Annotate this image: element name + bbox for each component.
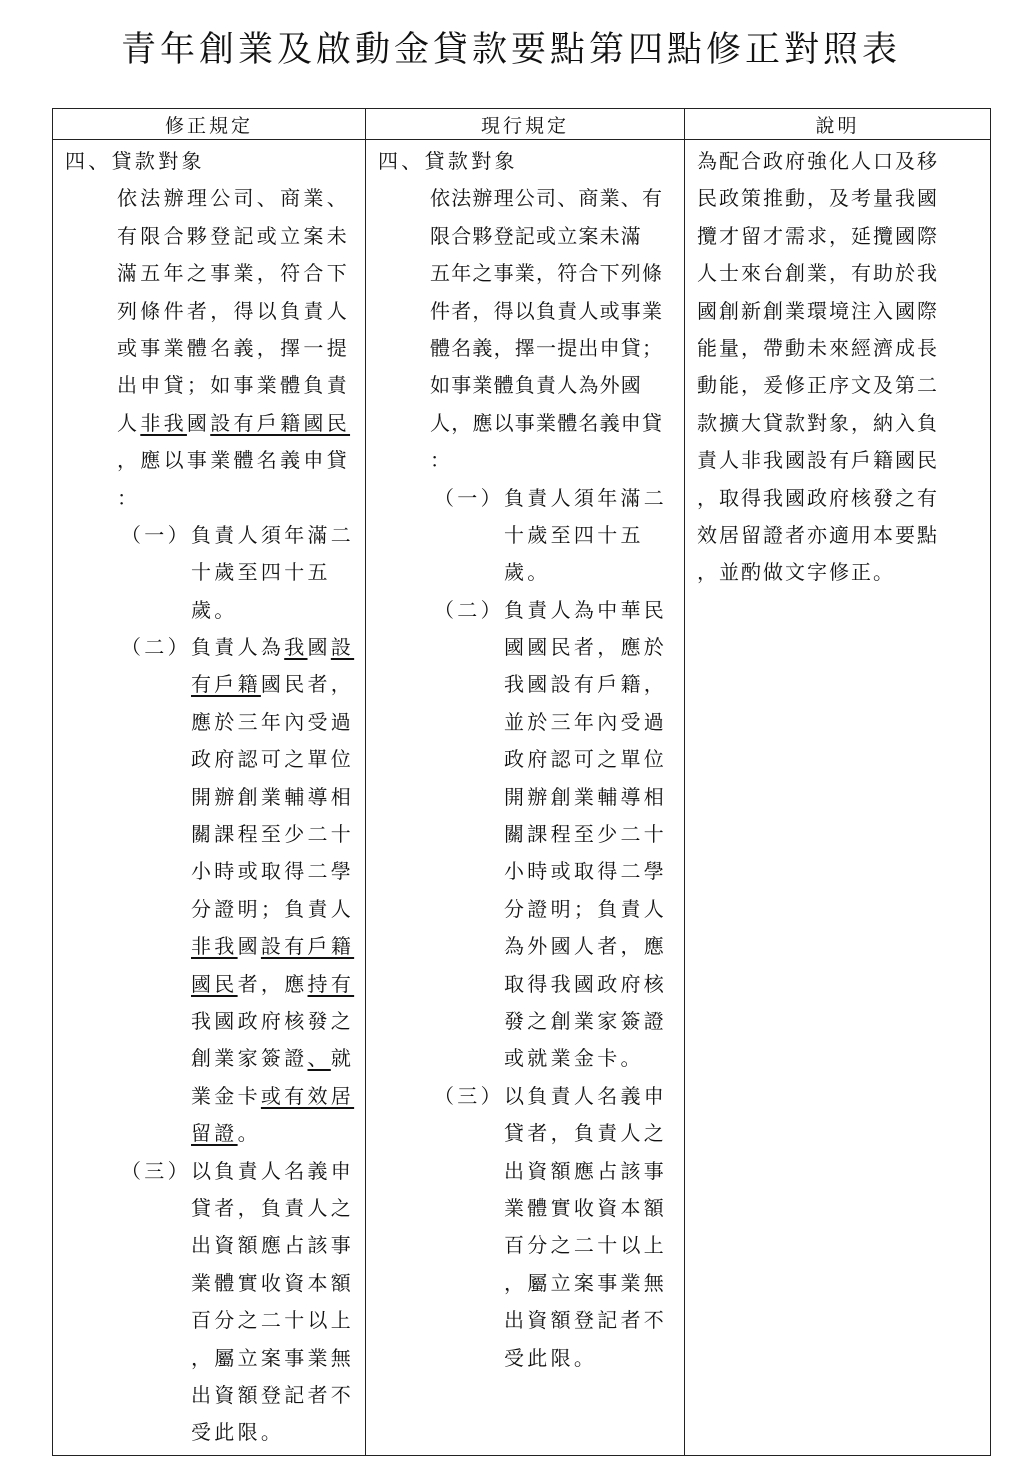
- revised-line: 出資額應占該事: [191, 1233, 355, 1258]
- revised-line: 出申貸；如事業體負責: [117, 373, 350, 398]
- revised-line: 分證明；負責人: [191, 896, 355, 921]
- underlined-amendment: 設有戶籍國民: [210, 410, 351, 435]
- current-line: 五年之事業，符合下列條: [430, 261, 664, 286]
- note-line: 人士來台創業，有助於我: [697, 261, 939, 286]
- current-line: 受此限。: [504, 1345, 598, 1370]
- current-line: 貸者，負責人之: [504, 1121, 668, 1146]
- subitem-marker: （一）: [121, 522, 191, 547]
- header-revised: 修正規定: [53, 109, 366, 140]
- current-line: 人，應以事業體名義申貸: [430, 410, 664, 435]
- current-line: 歲。: [504, 560, 551, 585]
- note-cell: [685, 140, 991, 1456]
- revised-line: 歲。: [191, 597, 238, 622]
- table-header-row: [53, 109, 991, 140]
- note-line: ，並酌做文字修正。: [697, 560, 895, 585]
- revised-line: 開辦創業輔導相: [191, 784, 355, 809]
- revised-line: 我國政府核發之: [191, 1008, 355, 1033]
- revised-line: 有限合夥登記或立案未: [117, 223, 350, 248]
- text-span: 創業家簽證: [191, 1046, 308, 1071]
- text-span: 就: [330, 1046, 355, 1071]
- current-line: 百分之二十以上: [504, 1233, 668, 1258]
- subitem-marker: （二）: [434, 597, 504, 622]
- current-line: 為外國人者，應: [504, 934, 668, 959]
- text-span: 負責人須年滿二: [504, 485, 668, 510]
- text-span: 負責人為: [191, 635, 285, 660]
- text-span: 負責人為中華民: [504, 597, 668, 622]
- revised-line: [65, 928, 365, 965]
- current-line: ：: [430, 448, 452, 473]
- current-line: ，屬立案事業無: [504, 1270, 668, 1295]
- subitem-marker: （三）: [121, 1158, 191, 1183]
- current-line: 件者，得以負責人或事業: [430, 298, 664, 323]
- text-span: 者，應: [237, 971, 308, 996]
- current-line: 出資額應占該事: [504, 1158, 668, 1183]
- revised-line: ，屬立案事業無: [191, 1345, 355, 1370]
- current-line: 依法辦理公司、商業、有: [430, 186, 664, 211]
- revised-line: [65, 1078, 365, 1115]
- header-current: 現行規定: [366, 109, 685, 140]
- current-line: 開辦創業輔導相: [504, 784, 668, 809]
- revised-line: 關課程至少二十: [191, 822, 355, 847]
- text-span: 以負責人名義申: [504, 1083, 668, 1108]
- text-span: 。: [237, 1121, 261, 1146]
- revised-line: [65, 405, 365, 442]
- revised-line: 小時或取得二學: [191, 859, 355, 884]
- revised-line: 政府認可之單位: [191, 747, 355, 772]
- note-line: 款擴大貸款對象，納入負: [697, 410, 939, 435]
- revised-line: [65, 1040, 365, 1077]
- current-line: 或就業金卡。: [504, 1046, 644, 1071]
- current-line: 業體實收資本額: [504, 1195, 668, 1220]
- current-line: 體名義，擇一提出申貸；: [430, 335, 664, 360]
- current-line: 如事業體負責人為外國: [430, 373, 642, 398]
- underlined-amendment: 國民: [191, 971, 238, 996]
- text-span: 業金卡: [191, 1083, 261, 1108]
- text-span: 國: [307, 635, 331, 660]
- revised-line: 業體實收資本額: [191, 1270, 355, 1295]
- subitem-marker: （三）: [434, 1083, 504, 1108]
- current-line: 出資額登記者不: [504, 1308, 668, 1333]
- note-line: 效居留證者亦適用本要點: [697, 522, 939, 547]
- revised-line: 貸者，負責人之: [191, 1195, 355, 1220]
- underlined-amendment: 設: [330, 635, 355, 660]
- underlined-amendment: 留證: [191, 1121, 238, 1146]
- revised-line: ，應以事業體名義申貸: [117, 448, 350, 473]
- revised-line: 出資額登記者不: [191, 1382, 355, 1407]
- text-span: 以負責人名義申: [191, 1158, 355, 1183]
- underlined-amendment: 或有效居: [260, 1083, 355, 1108]
- text-span: 負責人須年滿二: [191, 522, 355, 547]
- current-line: 小時或取得二學: [504, 859, 668, 884]
- current-subitem-3: [378, 1078, 684, 1115]
- underlined-amendment: 、: [307, 1046, 331, 1071]
- note-line: 國創新創業環境注入國際: [697, 298, 939, 323]
- revised-line: 受此限。: [191, 1420, 285, 1445]
- note-line: 動能，爰修正序文及第二: [697, 373, 939, 398]
- current-line: 限合夥登記或立案未滿: [430, 223, 642, 248]
- subitem-marker: （二）: [121, 635, 191, 660]
- table-row: [53, 140, 991, 1456]
- current-subitem-2: [378, 592, 684, 629]
- note-line: 民政策推動，及考量我國: [697, 186, 939, 211]
- underlined-amendment: 非我: [140, 410, 187, 435]
- page-title: 青年創業及啟動金貸款要點第四點修正對照表: [120, 30, 901, 70]
- text-span: 人: [117, 410, 141, 435]
- revised-line: 百分之二十以上: [191, 1308, 355, 1333]
- current-line: 發之創業家簽證: [504, 1008, 668, 1033]
- revised-line: [65, 666, 365, 703]
- revised-line: 滿五年之事業，符合下: [117, 261, 350, 286]
- underlined-amendment: 我: [284, 635, 308, 660]
- subitem-marker: （一）: [434, 485, 504, 510]
- underlined-amendment: 有戶籍: [191, 672, 261, 697]
- current-line: 十歲至四十五: [504, 522, 644, 547]
- revised-subitem-1: [65, 517, 365, 554]
- header-note: 說明: [685, 109, 991, 140]
- text-span: 國: [186, 410, 211, 435]
- underlined-amendment: 持有: [307, 971, 355, 996]
- revised-line: [65, 966, 365, 1003]
- comparison-table: [52, 108, 991, 1456]
- revised-line: 或事業體名義，擇一提: [117, 335, 350, 360]
- revised-heading: 四、貸款對象: [65, 149, 205, 173]
- note-line: ，取得我國政府核發之有: [697, 485, 939, 510]
- current-line: 政府認可之單位: [504, 747, 668, 772]
- current-line: 國國民者，應於: [504, 635, 668, 660]
- revised-line: 列條件者，得以負責人: [117, 298, 350, 323]
- revised-subitem-2: [65, 629, 365, 666]
- current-line: 我國設有戶籍，: [504, 672, 668, 697]
- note-line: 攬才留才需求，延攬國際: [697, 223, 939, 248]
- revised-line: 依法辦理公司、商業、: [117, 186, 350, 211]
- revised-line: ：: [117, 485, 141, 510]
- revised-line: [65, 1115, 365, 1152]
- note-line: 為配合政府強化人口及移: [697, 149, 939, 173]
- current-cell: [366, 140, 685, 1456]
- text-span: 國: [237, 934, 261, 959]
- underlined-amendment: 非我: [191, 934, 238, 959]
- current-line: 分證明；負責人: [504, 896, 668, 921]
- text-span: 國民者，: [260, 672, 355, 697]
- revised-line: 十歲至四十五: [191, 560, 331, 585]
- revised-cell: [53, 140, 366, 1456]
- current-line: 並於三年內受過: [504, 709, 668, 734]
- current-heading: 四、貸款對象: [378, 149, 518, 173]
- note-line: 能量，帶動未來經濟成長: [697, 335, 939, 360]
- current-subitem-1: [378, 480, 684, 517]
- note-line: 責人非我國設有戶籍國民: [697, 448, 939, 473]
- revised-subitem-3: [65, 1153, 365, 1190]
- revised-line: 應於三年內受過: [191, 709, 355, 734]
- current-line: 關課程至少二十: [504, 822, 668, 847]
- underlined-amendment: 設有戶籍: [260, 934, 355, 959]
- current-line: 取得我國政府核: [504, 971, 668, 996]
